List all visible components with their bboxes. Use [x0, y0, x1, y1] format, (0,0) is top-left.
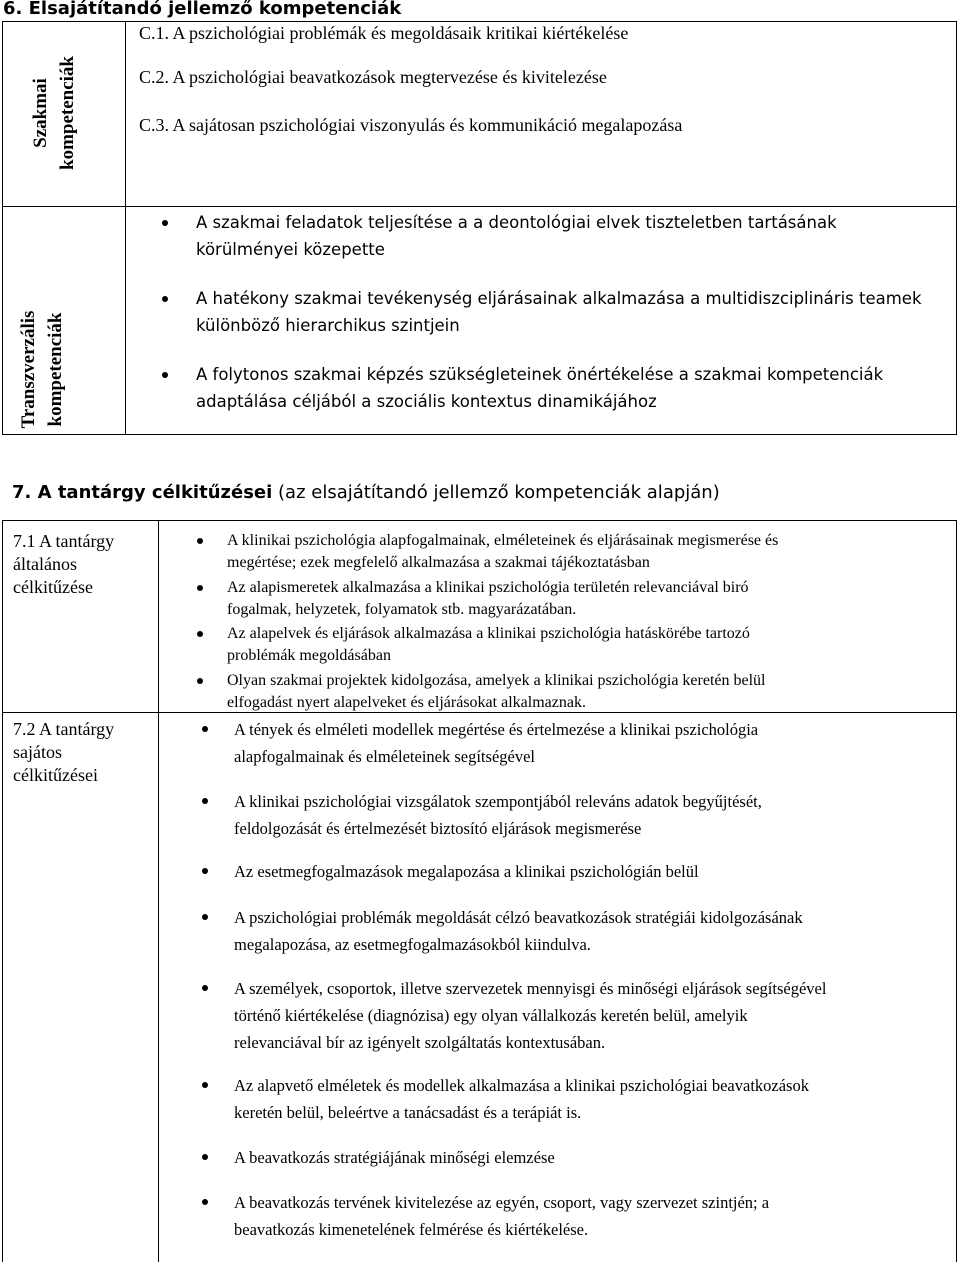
table-column-divider [158, 521, 159, 712]
item-line: beavatkozás kimenetelének felmérése és kiértékelése. [234, 1220, 589, 1239]
label-line: célkitűzései [13, 765, 98, 785]
item-line: Olyan szakmai projektek kidolgozása, amelyek a klinikai pszichológia keretén belül [227, 672, 766, 689]
table-column-divider [125, 22, 126, 434]
bullet-icon [202, 1154, 208, 1160]
transzverzalis-item [196, 209, 956, 263]
section-7-heading-bold: 7. A tantárgy célkitűzései [12, 482, 273, 503]
specific-objective-item [234, 1144, 949, 1171]
general-objective-item [227, 670, 947, 714]
bullet-icon [202, 985, 208, 991]
general-objective-row [2, 520, 957, 713]
item-line: adaptálása céljából a szociális kontextus dinamikájához [196, 392, 657, 411]
bullet-icon [202, 1082, 208, 1088]
table-column-divider [158, 713, 159, 1262]
item-line: Az alapismeretek alkalmazása a klinikai pszichológia területén relevanciával biró [227, 579, 749, 596]
item-line: A folytonos szakmai képzés szükségleteinek önértékelése a szakmai kompetenciák [196, 365, 884, 384]
transzverzalis-item [196, 285, 956, 339]
specific-objective-item [234, 1072, 949, 1126]
item-line: fogalmak, helyzetek, folyamatok stb. magyarázatában. [227, 601, 577, 618]
specific-objective-item [234, 975, 949, 1056]
bullet-icon [162, 220, 168, 226]
item-line: A beavatkozás stratégiájának minőségi elemzése [234, 1148, 555, 1167]
item-line: A beavatkozás tervének kivitelezése az egyén, csoport, vagy szervezet szintjén; a [234, 1193, 770, 1212]
section-7-heading [12, 482, 720, 503]
specific-objective-item [234, 904, 949, 958]
specific-objectives-row [2, 712, 957, 1262]
specific-objective-item [234, 1189, 949, 1243]
item-line: A pszichológiai problémák megoldását célzó beavatkozások stratégiái kidolgozásának [234, 908, 803, 927]
item-line: elfogadást nyert alapelveket és eljárásokat alkalmaznak. [227, 694, 586, 711]
item-line: körülményei közepette [196, 240, 385, 259]
label-line: általános [13, 554, 77, 574]
item-line: A személyek, csoportok, illetve szervezetek mennyisgi és minőségi eljárások segítségével [234, 979, 827, 998]
specific-objective-item [234, 858, 949, 885]
item-line: keretén belül, beleértve a tanácsadást és a terápiát is. [234, 1103, 582, 1122]
item-line: A szakmai feladatok teljesítése a a deontológiai elvek tiszteletben tartásának [196, 213, 837, 232]
szakmai-kompetenciak-label [27, 22, 81, 204]
bullet-icon [162, 296, 168, 302]
label-line: célkitűzése [13, 577, 93, 597]
general-objective-item [227, 530, 947, 574]
bullet-icon [197, 631, 203, 637]
label-line: 7.1 A tantárgy [13, 531, 115, 551]
szakmai-item: C.3. A sajátosan pszichológiai viszonyulás és kommunikáció megalapozása [139, 115, 683, 135]
specific-objectives-label [13, 718, 114, 787]
item-line: megalapozása, az esetmegfogalmazásokból kiindulva. [234, 935, 591, 954]
item-line: feldolgozását és értelmezését biztosító eljárások megismerése [234, 819, 642, 838]
specific-objective-item [234, 788, 949, 842]
item-line: Az alapelvek és eljárások alkalmazása a klinikai pszichológia hatáskörébe tartozó [227, 625, 750, 642]
label-line: kompetenciák [57, 56, 78, 170]
bullet-icon [202, 726, 208, 732]
bullet-icon [197, 585, 203, 591]
item-line: különböző hierarchikus szintjein [196, 316, 460, 335]
bullet-icon [202, 868, 208, 874]
transzverzalis-kompetenciak-label [15, 287, 69, 452]
competencies-table [2, 21, 957, 435]
item-line: A hatékony szakmai tevékenység eljárásainak alkalmazása a multidiszciplináris teamek [196, 289, 922, 308]
label-line: sajátos [13, 742, 62, 762]
szakmai-item: C.1. A pszichológiai problémák és megoldásaik kritikai kiértékelése [139, 23, 629, 43]
label-line: kompetenciák [45, 312, 66, 427]
bullet-icon [162, 372, 168, 378]
item-line: A klinikai pszichológia alapfogalmainak, elméleteinek és eljárásainak megismerése és [227, 532, 779, 549]
label-line: Szakmai [30, 78, 51, 148]
item-line: A tények és elméleti modellek megértése és értelmezése a klinikai pszichológia [234, 720, 759, 739]
item-line: történő kiértékelése (diagnózisa) egy olyan vállalkozás keretén belül, amelyik [234, 1006, 748, 1025]
section-7-heading-rest: (az elsajátítandó jellemző kompetenciák alapján) [272, 482, 720, 503]
bullet-icon [202, 798, 208, 804]
transzverzalis-item [196, 361, 956, 415]
bullet-icon [197, 538, 203, 544]
general-objective-item [227, 623, 947, 667]
item-line: megértése; ezek megfelelő alkalmazása a szakmai tájékoztatásban [227, 554, 650, 571]
szakmai-item: C.2. A pszichológiai beavatkozások megtervezése és kivitelezése [139, 67, 607, 87]
bullet-icon [202, 914, 208, 920]
label-line: Transzverzális [18, 310, 39, 429]
label-line: 7.2 A tantárgy [13, 719, 115, 739]
item-line: relevanciával bír az igényelt szolgáltatás kontextusában. [234, 1033, 606, 1052]
item-line: A klinikai pszichológiai vizsgálatok szempontjából releváns adatok begyűjtését, [234, 792, 762, 811]
specific-objective-item [234, 716, 949, 770]
section-6-heading: 6. Elsajátítandó jellemző kompetenciák [3, 0, 402, 19]
general-objective-item [227, 577, 947, 621]
item-line: problémák megoldásában [227, 647, 391, 664]
item-line: alapfogalmainak és elméleteinek segítségével [234, 747, 535, 766]
bullet-icon [202, 1199, 208, 1205]
bullet-icon [197, 678, 203, 684]
item-line: Az alapvető elméletek és modellek alkalmazása a klinikai pszichológiai beavatkozások [234, 1076, 809, 1095]
general-objective-label [13, 530, 114, 599]
item-line: Az esetmegfogalmazások megalapozása a klinikai pszichológián belül [234, 862, 699, 881]
table-row-divider [3, 206, 956, 207]
